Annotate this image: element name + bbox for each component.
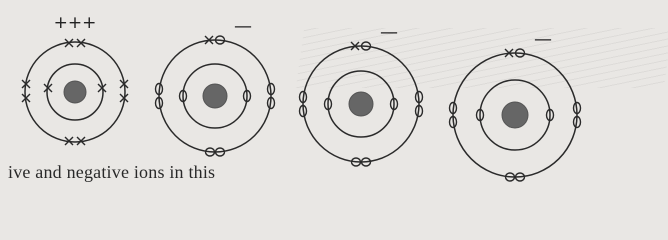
- charge-label: —: [380, 22, 398, 43]
- caption-text: ive and negative ions in this: [8, 162, 216, 182]
- atom-4: [450, 29, 581, 181]
- nucleus: [64, 81, 86, 103]
- atom-2: [156, 16, 275, 156]
- charge-label: —: [534, 29, 552, 50]
- charge-label: +++: [53, 13, 97, 33]
- charge-label: —: [234, 16, 252, 37]
- atom-3: [300, 22, 423, 166]
- nucleus: [349, 92, 373, 116]
- nucleus: [502, 102, 528, 128]
- nucleus: [203, 84, 227, 108]
- atom-1: [22, 13, 128, 145]
